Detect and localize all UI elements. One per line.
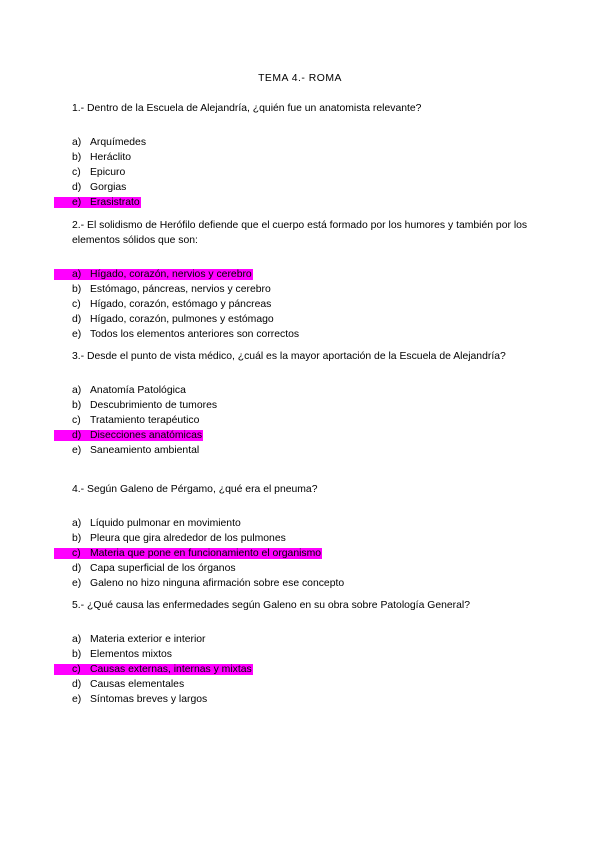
option-c <box>72 413 532 428</box>
option-highlight: a) Arquímedes <box>72 137 147 148</box>
option-highlight: d) Disecciones anatómicas <box>54 430 203 441</box>
question-text: 2.- El solidismo de Herófilo defiende que el cuerpo está formado por los humores y también por los elementos sólidos que son: <box>72 220 528 246</box>
option-c <box>72 165 532 180</box>
question-4 <box>72 482 532 591</box>
option-a <box>72 135 532 150</box>
options-list <box>72 383 532 458</box>
option-highlight: e) Síntomas breves y largos <box>72 694 208 705</box>
options-list <box>72 632 532 707</box>
option-highlight: e) Erasistrato <box>54 197 141 208</box>
option-e <box>72 576 532 591</box>
option-highlight: a) Anatomía Patológica <box>72 385 186 396</box>
option-b <box>72 531 532 546</box>
options-list <box>72 135 532 210</box>
option-a <box>72 516 532 531</box>
option-b <box>72 647 532 662</box>
option-highlight: c) Epicuro <box>72 167 126 178</box>
option-a <box>72 632 532 647</box>
question-2 <box>72 218 532 342</box>
option-d <box>72 180 532 195</box>
option-highlight: d) Capa superficial de los órganos <box>72 563 236 574</box>
option-highlight: b) Descubrimiento de tumores <box>72 400 218 411</box>
option-highlight: e) Todos los elementos anteriores son correctos <box>72 329 300 340</box>
option-a <box>72 383 532 398</box>
option-highlight: d) Gorgias <box>72 182 127 193</box>
option-b <box>72 150 532 165</box>
option-a <box>72 267 532 282</box>
option-highlight: d) Causas elementales <box>72 679 185 690</box>
option-e <box>72 443 532 458</box>
option-d <box>72 561 532 576</box>
option-highlight: e) Galeno no hizo ninguna afirmación sobre ese concepto <box>72 578 345 589</box>
option-e <box>72 327 532 342</box>
option-highlight: b) Elementos mixtos <box>72 649 172 660</box>
question-text: 1.- Dentro de la Escuela de Alejandría, ¿quién fue un anatomista relevante? <box>72 103 422 114</box>
question-1 <box>72 101 532 210</box>
option-c <box>72 662 532 677</box>
option-highlight: b) Pleura que gira alrededor de los pulmones <box>72 533 286 544</box>
page-title: TEMA 4.- ROMA <box>258 73 342 84</box>
option-c <box>72 297 532 312</box>
question-text: 5.- ¿Qué causa las enfermedades según Galeno en su obra sobre Patología General? <box>72 600 470 611</box>
option-d <box>72 428 532 443</box>
option-highlight: c) Causas externas, internas y mixtas <box>54 664 253 675</box>
question-text: 4.- Según Galeno de Pérgamo, ¿qué era el pneuma? <box>72 484 318 495</box>
option-highlight: e) Saneamiento ambiental <box>72 445 200 456</box>
option-d <box>72 312 532 327</box>
option-e <box>72 195 532 210</box>
question-text: 3.- Desde el punto de vista médico, ¿cuál es la mayor aportación de la Escuela de Alejandría? <box>72 351 506 362</box>
option-c <box>72 546 532 561</box>
option-highlight: c) Materia que pone en funcionamiento el organismo <box>54 548 322 559</box>
option-highlight: d) Hígado, corazón, pulmones y estómago <box>72 314 274 325</box>
option-highlight: b) Estómago, páncreas, nervios y cerebro <box>72 284 271 295</box>
option-highlight: c) Tratamiento terapéutico <box>72 415 200 426</box>
option-highlight: b) Heráclito <box>72 152 131 163</box>
option-d <box>72 677 532 692</box>
option-highlight: c) Hígado, corazón, estómago y páncreas <box>72 299 272 310</box>
question-3 <box>72 349 532 458</box>
option-highlight: a) Líquido pulmonar en movimiento <box>72 518 241 529</box>
option-b <box>72 398 532 413</box>
options-list <box>72 267 532 342</box>
option-highlight: a) Hígado, corazón, nervios y cerebro <box>54 269 253 280</box>
option-e <box>72 692 532 707</box>
option-b <box>72 282 532 297</box>
options-list <box>72 516 532 591</box>
question-5 <box>72 598 532 707</box>
option-highlight: a) Materia exterior e interior <box>72 634 206 645</box>
